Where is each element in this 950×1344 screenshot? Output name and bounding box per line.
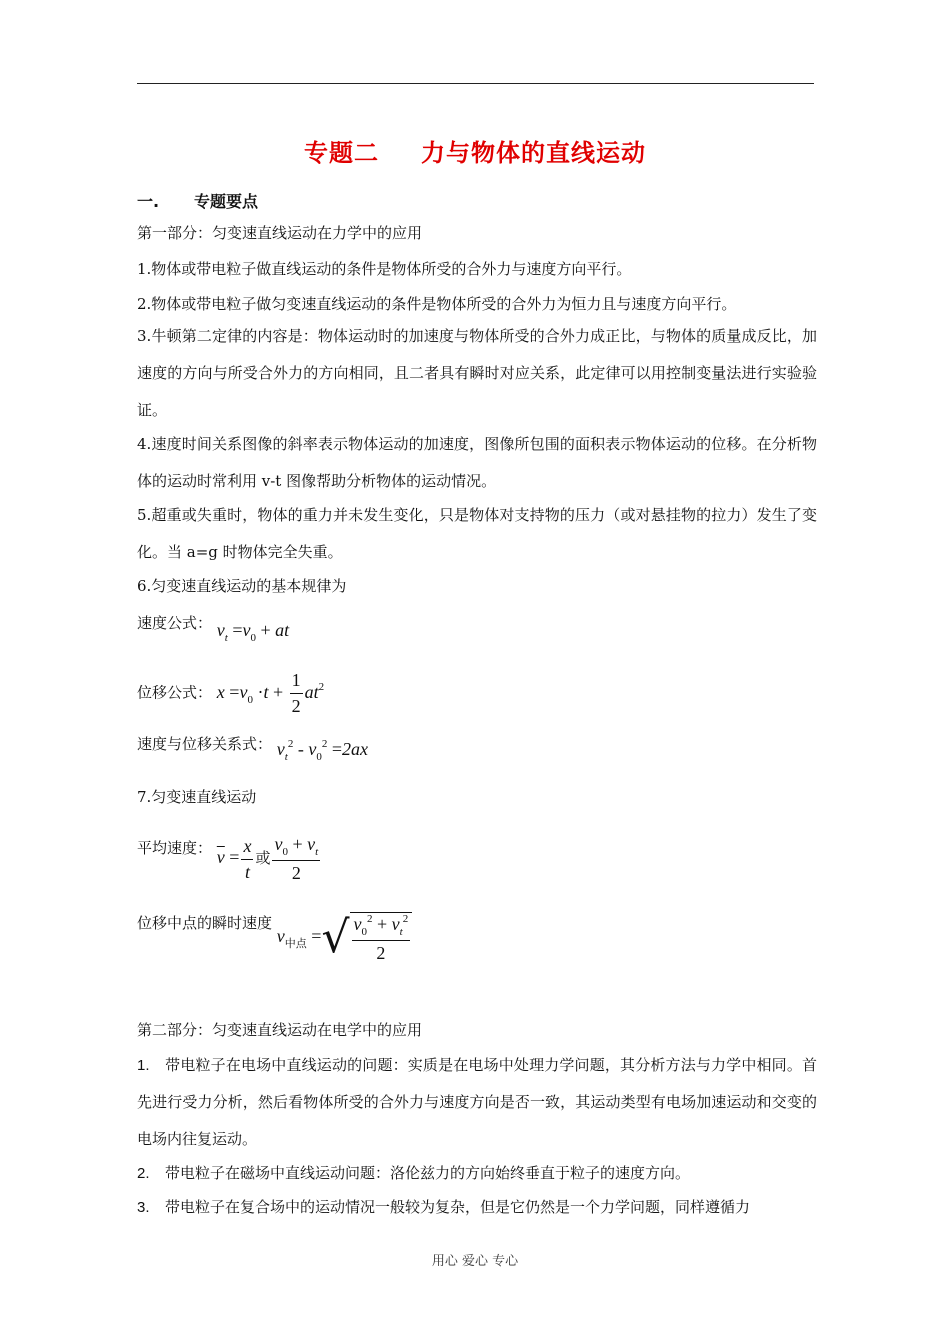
mid-velocity-subscript: 中点: [284, 938, 307, 951]
velocity-label: 速度公式：: [137, 614, 213, 632]
mid-velocity-formula: $v_{中点}$ =√ $\frac{v_0^2 + v_t^2}{2}$: [277, 926, 412, 946]
title-part1: 专题二: [304, 139, 379, 167]
displacement-formula: $x =v_0 \cdot t$ + $\frac{1}{2}$ $at^2$: [216, 670, 325, 716]
displacement-formula-row: [137, 670, 324, 717]
part2-item-1: [137, 1047, 817, 1158]
item-6: 6.匀变速直线运动的基本规律为: [137, 577, 347, 595]
item-3: 3.牛顿第二定律的内容是：物体运动时的加速度与物体所受的合外力成正比，与物体的质量成反比，加速度的方向与所受合外力的方向相同，且二者具有瞬时对应关系，此定律可以用控制变量法进行实验验证。: [137, 327, 817, 419]
velocity-formula: $v_t =v_0$ + at: [216, 620, 290, 644]
average-velocity-label: 平均速度：: [137, 839, 213, 858]
header-rule: [137, 83, 814, 84]
page-footer: 用心 爱心 专心: [431, 1254, 519, 1269]
item-2: 2.物体或带电粒子做匀变速直线运动的条件是物体所受的合外力为恒力且与速度方向平行。: [137, 295, 737, 313]
part2-item-2: [137, 1155, 817, 1192]
part2-item-2-text: 带电粒子在磁场中直线运动问题：洛伦兹力的方向始终垂直于粒子的速度方向。: [165, 1164, 691, 1182]
item-1: 1.物体或带电粒子做直线运动的条件是物体所受的合外力与速度方向平行。: [137, 260, 632, 278]
average-velocity-formula: $\overline{v}$ = $\frac{x}{t}$ 或 $\frac{v_0 + v_t}{2}$: [216, 834, 319, 883]
part2-item-3-number: 3.: [137, 1199, 150, 1216]
section-label: 专题要点: [194, 192, 259, 211]
part2-item-2-number: 2.: [137, 1165, 150, 1182]
section-heading: [137, 189, 258, 212]
item-5: 5.超重或失重时，物体的重力并未发生变化，只是物体对支持物的压力（或对悬挂物的拉力）发生了变化。当 a=g 时物体完全失重。: [137, 506, 817, 561]
part2-item-1-number: 1.: [137, 1057, 150, 1074]
part2-heading: 第二部分：匀变速直线运动在电学中的应用: [137, 1021, 423, 1039]
relation-label: 速度与位移关系式：: [137, 735, 273, 753]
part2-item-3-text: 带电粒子在复合场中的运动情况一般较为复杂，但是它仍然是一个力学问题，同样遵循力: [165, 1198, 751, 1216]
page-title: [0, 133, 950, 168]
part1-heading: 第一部分：匀变速直线运动在力学中的应用: [137, 224, 423, 242]
average-velocity-or: 或: [255, 849, 271, 868]
displacement-label: 位移公式：: [137, 683, 213, 702]
mid-velocity-row: [137, 912, 412, 964]
mid-velocity-label: 位移中点的瞬时速度: [137, 914, 273, 933]
average-velocity-row: [137, 834, 322, 884]
item-7: 7.匀变速直线运动: [137, 788, 257, 806]
relation-formula-row: [137, 732, 369, 763]
part2-item-1-text: 带电粒子在电场中直线运动的问题：实质是在电场中处理力学问题，其分析方法与力学中相同。首先进行受力分析，然后看物体所受的合外力与速度方向是否一致，其运动类型有电场加速运动和交变的电场内往复运动。: [137, 1056, 817, 1148]
section-number: 一.: [137, 192, 160, 211]
title-part2: 力与物体的直线运动: [421, 139, 646, 167]
part2-item-3: [137, 1189, 817, 1226]
velocity-formula-row: [137, 612, 290, 644]
item-4: 4.速度时间关系图像的斜率表示物体运动的加速度，图像所包围的面积表示物体运动的位移。在分析物体的运动时常利用 v-t 图像帮助分析物体的运动情况。: [137, 435, 817, 490]
relation-formula: $v_t^2 - v_0^2 =2ax$: [276, 738, 369, 763]
